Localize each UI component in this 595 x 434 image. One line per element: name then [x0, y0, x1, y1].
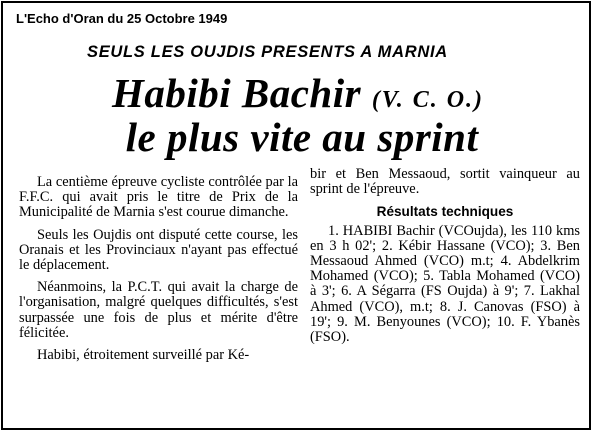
- source-line: L'Echo d'Oran du 25 Octobre 1949: [16, 11, 228, 26]
- headline-line-2: le plus vite au sprint: [125, 114, 479, 160]
- kicker-headline: SEULS LES OUJDIS PRESENTS A MARNIA: [87, 43, 448, 61]
- paragraph-continuation: bir et Ben Messaoud, sortit vainqueur au sprint de l'épreuve.: [310, 166, 580, 198]
- article-left-column: [19, 175, 298, 370]
- headline-line-1: [3, 69, 593, 117]
- headline-club: (V. C. O.): [371, 87, 485, 113]
- paragraph-2: Seuls les Oujdis ont disputé cette course, les Oranais et les Provinciaux n'ayant pas effectué le déplacement.: [19, 226, 298, 274]
- results-heading: Résultats techniques: [376, 204, 514, 220]
- newspaper-clipping: [1, 1, 591, 430]
- results-text: 1. HABIBI Bachir (VCOujda), les 110 kms en 3 h 02'; 2. Kébir Hassane (VCO); 3. Ben Messaoud Ahmed (VCO) m.t; 4. Abdelkrim Mohamed (VCO); 5. Tabla Mohamed (VCO) à 3'; 6. A Ségarra (FS Oujda) à 9'; 7. Lakhal Ahmed (VCO), m.t; 8. J. Canovas (FSO) à 19'; 9. M. Benyounes (VCO); 10. F. Ybanès (FSO).: [310, 222, 580, 346]
- paragraph-4: Habibi, étroitement surveillé par Ké-: [37, 347, 250, 364]
- paragraph-1: La centième épreuve cycliste contrôlée par la F.F.C. qui avait pris le titre de Prix de la Municipalité de Marnia s'est courue dimanche.: [19, 174, 298, 221]
- paragraph-3: Néanmoins, la P.C.T. qui avait la charge de l'organisation, malgré quelques difficultés, s'est surpassée une fois de plus et mérite d'être félicitée.: [19, 279, 298, 341]
- headline-name: Habibi Bachir: [111, 70, 362, 116]
- article-right-column: [310, 167, 580, 352]
